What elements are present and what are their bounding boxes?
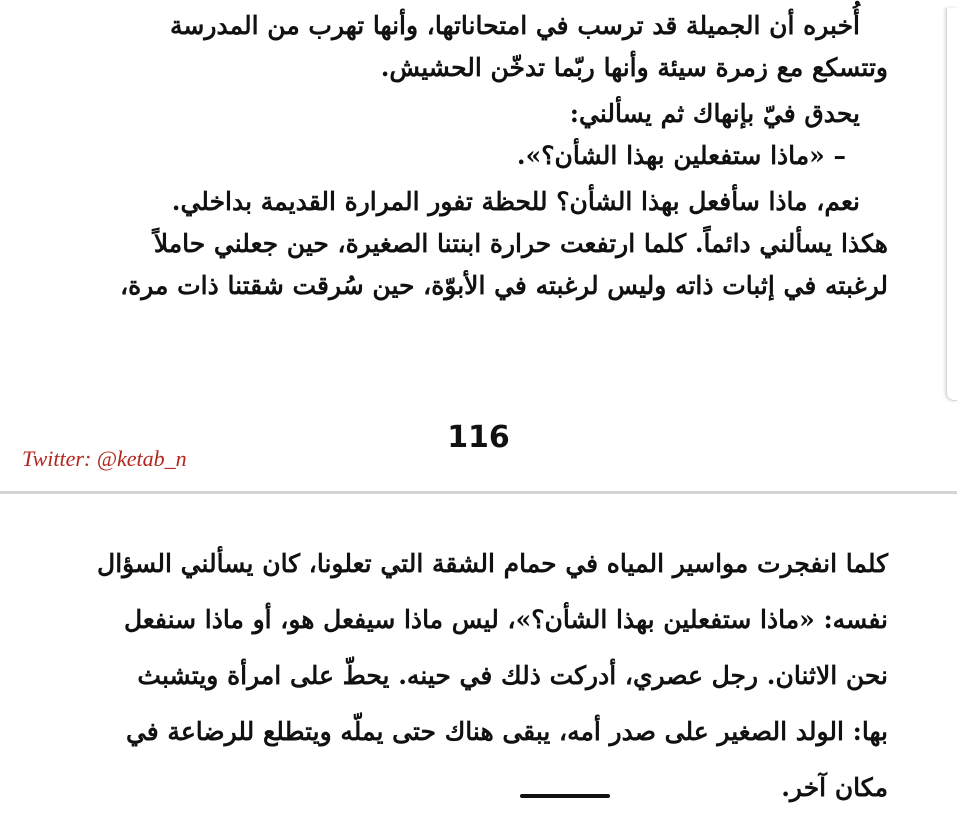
- text-line: كلما انفجرت مواسير المياه في حمام الشقة التي تعلونا، كان يسألني السؤال: [97, 549, 888, 578]
- text-line: مكان آخر.: [781, 773, 888, 802]
- cut-off-text-fragment: [520, 788, 640, 800]
- text-line: لرغبته في إثبات ذاته وليس لرغبته في الأبوّة، حين سُرقت شقتنا ذات مرة،: [120, 271, 888, 300]
- text-line: هكذا يسألني دائماً. كلما ارتفعت حرارة ابنتنا الصغيرة، حين جعلني حاملاً: [153, 229, 888, 258]
- text-line: وتتسكع مع زمرة سيئة وأنها ربّما تدخّن الحشيش.: [380, 53, 888, 82]
- page-number: 116: [447, 420, 510, 455]
- text-line: بها: الولد الصغير على صدر أمه، يبقى هناك حتى يملّه ويتطلع للرضاعة في: [125, 717, 888, 746]
- scrollbar-thumb[interactable]: [946, 8, 957, 401]
- twitter-credit: Twitter: @ketab_n: [22, 446, 187, 471]
- scrollbar[interactable]: [943, 0, 957, 400]
- bottom-page-text: [60, 536, 888, 816]
- text-line: أُخبره أن الجميلة قد ترسب في امتحاناتها، وأنها تهرب من المدرسة: [170, 11, 860, 40]
- top-page-text: [60, 5, 888, 307]
- text-line: نعم، ماذا سأفعل بهذا الشأن؟ للحظة تفور المرارة القديمة بداخلي.: [171, 187, 860, 216]
- text-line: يحدق فيّ بإنهاك ثم يسألني:: [569, 99, 860, 128]
- text-line: نحن الاثنان. رجل عصري، أدركت ذلك في حينه. يحطّ على امرأة ويتشبث: [137, 661, 888, 690]
- text-line: نفسه: «ماذا ستفعلين بهذا الشأن؟»، ليس ماذا سيفعل هو، أو ماذا سنفعل: [123, 605, 888, 634]
- dialogue-line: – «ماذا ستفعلين بهذا الشأن؟».: [516, 141, 846, 170]
- page-divider: [0, 491, 957, 494]
